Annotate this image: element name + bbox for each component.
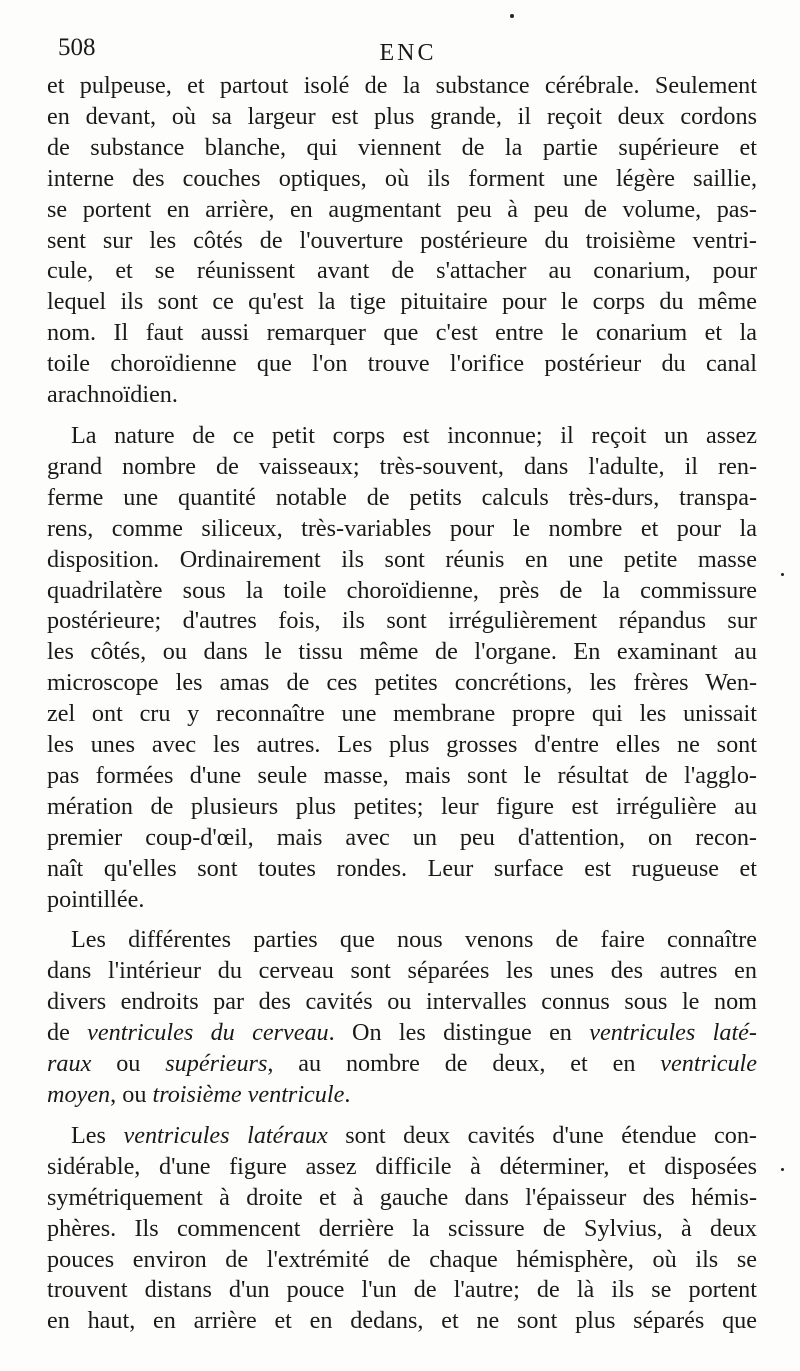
text-line: quadrilatère sous la toile choroïdienne, près de la commissure: [47, 576, 757, 604]
italic-term: raux: [47, 1050, 92, 1078]
paragraph-4: [47, 1121, 757, 1337]
ink-speck: [510, 14, 514, 18]
text-run: sont deux cavités d'une étendue con-: [327, 1121, 757, 1149]
text-line: sent sur les côtés de l'ouverture postérieure du troisième ventri-: [47, 226, 757, 254]
text-line: [47, 1121, 757, 1152]
paragraph-1: [47, 71, 757, 411]
text-line: pas formées d'une seule masse, mais sont le résultat de l'agglo-: [47, 761, 757, 789]
text-line: phères. Ils commencent derrière la scissure de Sylvius, à deux: [47, 1214, 757, 1242]
italic-term: ventricules latéraux: [123, 1121, 328, 1149]
text-line: microscope les amas de ces petites concrétions, les frères Wen-: [47, 669, 757, 697]
text-run: ou: [91, 1050, 166, 1078]
text-line: de substance blanche, qui viennent de la partie supérieure et: [47, 133, 757, 161]
ink-speck: [781, 1168, 784, 1171]
running-head: ENC: [379, 40, 437, 66]
italic-term: ventricules laté-: [589, 1019, 757, 1047]
text-line: La nature de ce petit corps est inconnue; il reçoit un assez: [71, 421, 757, 449]
text-line: grand nombre de vaisseaux; très-souvent, dans l'adulte, il ren-: [47, 452, 757, 480]
text-run: de: [47, 1019, 88, 1047]
text-line: nom. Il faut aussi remarquer que c'est entre le conarium et la: [47, 319, 757, 347]
text-run: . On les distingue en: [328, 1019, 590, 1047]
italic-term: moyen: [47, 1081, 111, 1108]
text-line: premier coup-d'œil, mais avec un peu d'attention, on recon-: [47, 823, 757, 851]
text-line: se portent en arrière, en augmentant peu à peu de volume, pas-: [47, 195, 757, 223]
text-line: [47, 1018, 757, 1049]
text-line: [47, 1080, 757, 1111]
italic-term: supérieurs: [165, 1050, 268, 1078]
text-line: zel ont cru y reconnaître une membrane propre qui les unissait: [47, 700, 757, 728]
text-line: lequel ils sont ce qu'est la tige pituitaire pour le corps du même: [47, 288, 757, 316]
body-text: [47, 71, 757, 1347]
text-line: trouvent distans d'un pouce l'un de l'autre; de là ils se portent: [47, 1276, 757, 1304]
text-line: divers endroits par des cavités ou intervalles connus sous le nom: [47, 988, 757, 1016]
text-line: pointillée.: [47, 885, 145, 913]
text-line: en haut, en arrière et en dedans, et ne sont plus séparés que: [47, 1307, 757, 1335]
text-run: , ou: [110, 1081, 153, 1108]
text-line: les côtés, ou dans le tissu même de l'organe. En examinant au: [47, 638, 757, 666]
paragraph-3: [47, 925, 757, 1110]
ink-speck: [781, 573, 784, 576]
text-run: , au nombre de deux, et en: [267, 1050, 661, 1078]
text-line: cule, et se réunissent avant de s'attacher au conarium, pour: [47, 257, 757, 285]
italic-term: troisième ventricule: [152, 1081, 345, 1108]
text-line: interne des couches optiques, où ils forment une légère saillie,: [47, 164, 757, 192]
text-run: Les: [71, 1121, 124, 1149]
text-line: pouces environ de l'extrémité de chaque hémisphère, où ils se: [47, 1245, 757, 1273]
text-run: .: [344, 1081, 351, 1108]
text-line: disposition. Ordinairement ils sont réunis en une petite masse: [47, 545, 757, 573]
text-line: postérieure; d'autres fois, ils sont irrégulièrement répandus sur: [47, 607, 757, 635]
text-line: ferme une quantité notable de petits calculs très-durs, transpa-: [47, 483, 757, 511]
paragraph-2: [47, 421, 757, 916]
text-line: toile choroïdienne que l'on trouve l'orifice postérieur du canal: [47, 350, 757, 378]
text-line: arachnoïdien.: [47, 381, 178, 409]
text-line: sidérable, d'une figure assez difficile à déterminer, et disposées: [47, 1152, 757, 1180]
text-line: dans l'intérieur du cerveau sont séparées les unes des autres en: [47, 957, 757, 985]
page-number: 508: [58, 34, 96, 61]
text-line: symétriquement à droite et à gauche dans l'épaisseur des hémis-: [47, 1183, 757, 1211]
page-header: [58, 30, 758, 70]
italic-term: ventricules du cerveau: [87, 1019, 329, 1047]
text-line: [47, 1049, 757, 1080]
italic-term: ventricule: [660, 1050, 757, 1078]
text-line: et pulpeuse, et partout isolé de la substance cérébrale. Seulement: [47, 72, 757, 99]
text-line: en devant, où sa largeur est plus grande, il reçoit deux cordons: [47, 102, 757, 130]
text-line: mération de plusieurs plus petites; leur figure est irrégulière au: [47, 792, 757, 820]
text-line: rens, comme siliceux, très-variables pour le nombre et pour la: [47, 514, 757, 542]
text-line: Les différentes parties que nous venons de faire connaître: [71, 926, 757, 954]
text-line: les unes avec les autres. Les plus grosses d'entre elles ne sont: [47, 731, 757, 759]
text-line: naît qu'elles sont toutes rondes. Leur surface est rugueuse et: [47, 854, 757, 882]
